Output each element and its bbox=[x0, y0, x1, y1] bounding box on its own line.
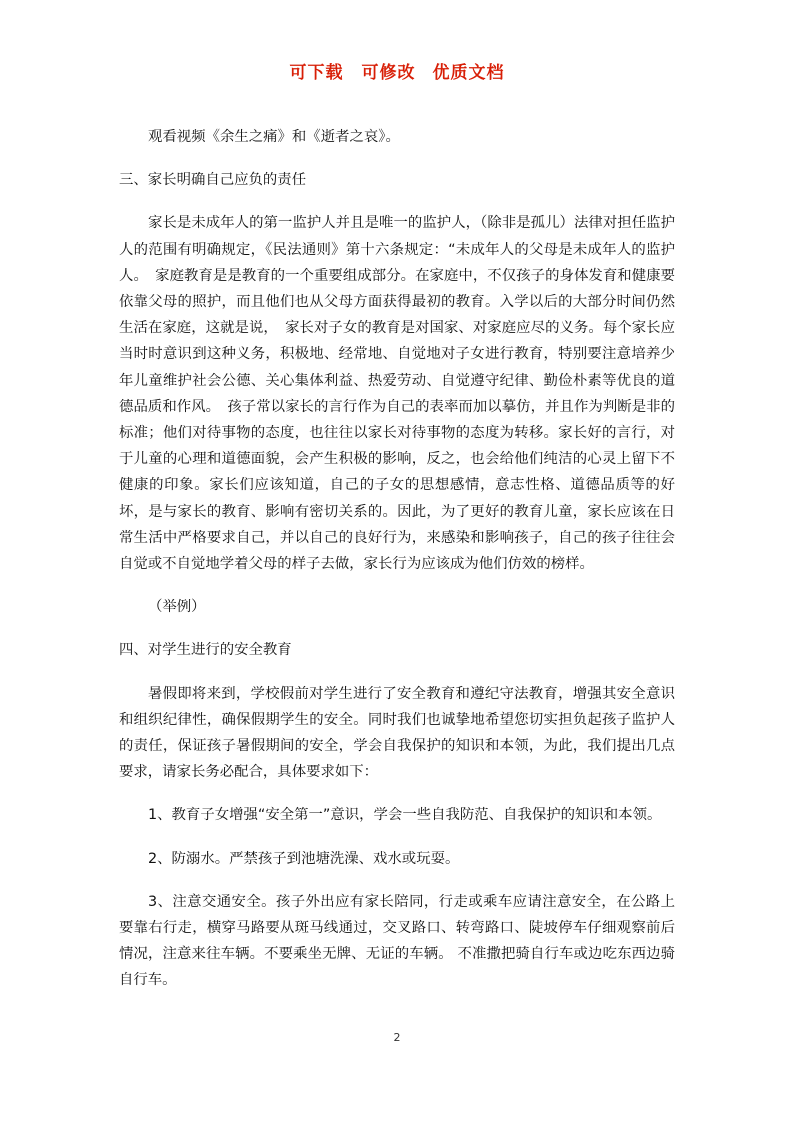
safety-intro-paragraph: 暑假即将来到，学校假前对学生进行了安全教育和遵纪守法教育，增强其安全意识和组织纪律性，确保假期学生的安全。同时我们也诚挚地希望您切实担负起孩子监护人的责任，保证孩子暑假期间的安全，学会自我保护的知识和本领，为此，我们提出几点要求，请家长务必配合，具体要求如下： bbox=[119, 685, 675, 781]
safety-rule-2: 2、防溺水。严禁孩子到池塘洗澡、戏水或玩耍。 bbox=[148, 850, 460, 867]
parent-responsibility-paragraph: 家长是未成年人的第一监护人并且是唯一的监护人，（除非是孤儿）法律对担任监护人的范围有明确规定，《民法通则》第十六条规定：“未成年人的父母是未成年人的监护人。 家庭教育是是教育的一个重要组成部分。在家庭中，不仅孩子的身体发育和健康要依靠父母的照护，而且他们也从父母方面获得最初的教育。入学以后的大部分时间仍然生活在家庭，这就是说， 家长对子女的教育是对国家、对家庭应尽的义务。每个家长应当时时意识到这种义务，积极地、经常地、自觉地对子女进行教育，特别要注意培养少年儿童维护社会公德、关心集体利益、热爱劳动、自觉遵守纪律、勤俭朴素等优良的道德品质和作风。 孩子常以家长的言行作为自己的表率而加以摹仿，并且作为判断是非的标准；他们对待事物的态度，也往往以家长对待事物的态度为转移。家长好的言行，对于儿童的心理和道德面貌，会产生积极的影响，反之，也会给他们纯洁的心灵上留下不健康的印象。家长们应该知道，自己的子女的思想感情，意志性格、道德品质等的好坏，是与家长的教育、影响有密切关系的。因此，为了更好的教育儿童，家长应该在日常生活中严格要求自己，并以自己的良好行为，来感染和影响孩子，自己的孩子往往会自觉或不自觉地学着父母的样子去做，家长行为应该成为他们仿效的榜样。 bbox=[119, 215, 675, 573]
video-paragraph: 观看视频《余生之痛》和《逝者之哀》。 bbox=[148, 129, 400, 145]
example-note: （举例） bbox=[148, 599, 206, 616]
document-body bbox=[119, 124, 675, 1011]
safety-rule-3: 3、注意交通安全。孩子外出应有家长陪同，行走或乘车应请注意安全，在公路上要靠右行走，横穿马路要从斑马线通过，交叉路口、转弯路口、陡坡停车仔细观察前后情况，注意来往车辆。不要乘坐无牌、无证的车辆。 不准撒把骑自行车或边吃东西边骑自行车。 bbox=[119, 893, 675, 989]
section-heading-safety-education: 四、对学生进行的安全教育 bbox=[119, 642, 292, 659]
safety-rule-1: 1、教育子女增强“安全第一”意识，学会一些自我防范、自我保护的知识和本领。 bbox=[148, 807, 662, 824]
page-number: 2 bbox=[393, 1031, 401, 1044]
document-header-banner: 可下载 可修改 优质文档 bbox=[289, 63, 505, 83]
section-heading-parent-responsibility: 三、家长明确自己应负的责任 bbox=[119, 172, 307, 189]
